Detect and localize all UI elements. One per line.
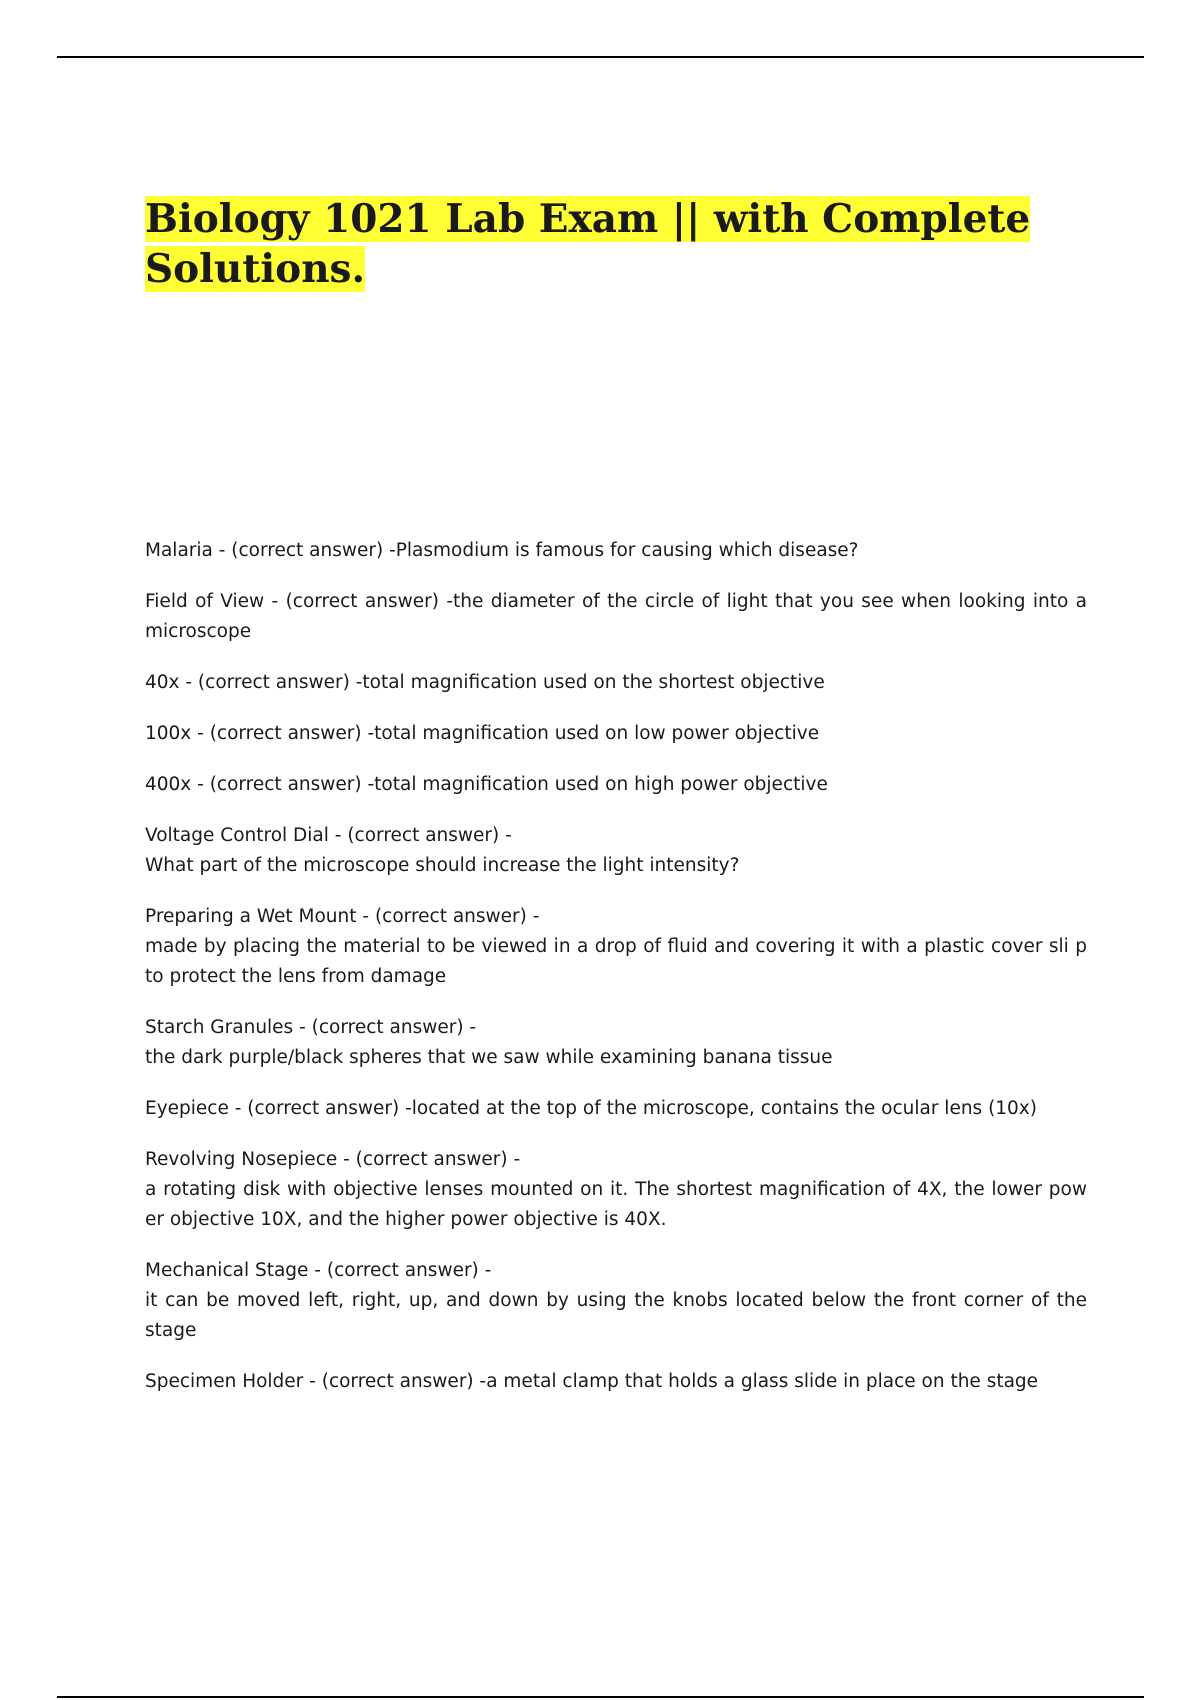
qa-definition-line: the dark purple/black spheres that we saw while examining banana tissue [145, 1047, 833, 1068]
qa-definition-line: it can be moved left, right, up, and down by using the knobs located below the front corner of the stage [145, 1290, 1087, 1341]
qa-term-line: Eyepiece - (correct answer) -located at the top of the microscope, contains the ocular lens (10x) [145, 1098, 1037, 1119]
qa-entry [145, 719, 1087, 749]
qa-entry [145, 1013, 1087, 1073]
qa-term-line: 100x - (correct answer) -total magnification used on low power objective [145, 723, 820, 744]
qa-definition-line: What part of the microscope should increase the light intensity? [145, 855, 740, 876]
qa-term-line: 400x - (correct answer) -total magnification used on high power objective [145, 774, 828, 795]
qa-entry [145, 536, 1087, 566]
qa-entry [145, 902, 1087, 992]
qa-entry [145, 1256, 1087, 1346]
qa-term-line: Voltage Control Dial - (correct answer) - [145, 825, 512, 846]
qa-definition-line: made by placing the material to be viewed in a drop of fluid and covering it with a plastic cover sli p to protect the lens from damage [145, 936, 1087, 987]
qa-entry [145, 668, 1087, 698]
qa-entry [145, 1094, 1087, 1124]
qa-entry [145, 821, 1087, 881]
document-title [145, 194, 1045, 294]
qa-term-line: Starch Granules - (correct answer) - [145, 1017, 477, 1038]
qa-entry [145, 1367, 1087, 1397]
header-rule [57, 56, 1144, 58]
qa-term-line: 40x - (correct answer) -total magnification used on the shortest objective [145, 672, 825, 693]
footer-rule [57, 1696, 1144, 1698]
qa-term-line: Preparing a Wet Mount - (correct answer) - [145, 906, 540, 927]
qa-definition-line: a rotating disk with objective lenses mounted on it. The shortest magnification of 4X, the lower pow er objective 10X, and the higher power objective is 40X. [145, 1179, 1087, 1230]
title-highlight: Biology 1021 Lab Exam || with Complete Solutions. [145, 196, 1031, 292]
qa-list [145, 536, 1087, 1418]
qa-term-line: Specimen Holder - (correct answer) -a metal clamp that holds a glass slide in place on the stage [145, 1371, 1039, 1392]
qa-term-line: Mechanical Stage - (correct answer) - [145, 1260, 492, 1281]
qa-entry [145, 587, 1087, 647]
qa-entry [145, 1145, 1087, 1235]
qa-term-line: Malaria - (correct answer) -Plasmodium is famous for causing which disease? [145, 540, 859, 561]
qa-term-line: Revolving Nosepiece - (correct answer) - [145, 1149, 521, 1170]
qa-term-line: Field of View - (correct answer) -the diameter of the circle of light that you see when looking into a microscope [145, 591, 1087, 642]
qa-entry [145, 770, 1087, 800]
